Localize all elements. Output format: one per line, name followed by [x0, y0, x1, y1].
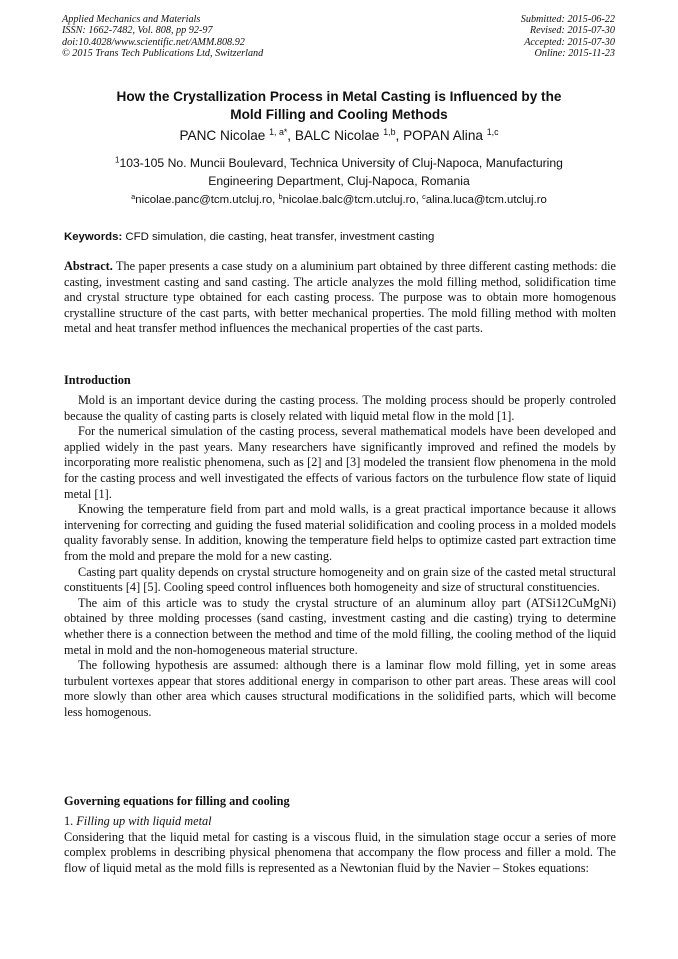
journal-name: Applied Mechanics and Materials [62, 14, 201, 25]
subsection-heading: 1. Filling up with liquid metal [64, 814, 212, 828]
abstract [64, 259, 616, 337]
email: $^a$nicolae.panc@tcm.utcluj.ro, [131, 191, 279, 206]
keywords [64, 230, 616, 244]
paragraph: Mold is an important device during the casting process. The molding process should be properly controled because the quality of casting parts is closely related with liquid metal flow in the mold [1]. [64, 393, 616, 423]
paragraph: Casting part quality depends on crystal structure homogeneity and on grain size of the casted metal structural constituents [4] [5]. Cooling speed control influences both homogeneity and size of structural constituencies. [64, 564, 616, 595]
governing-body [64, 814, 616, 876]
paragraph: Knowing the temperature field from part and mold walls, is a great practical importance because it allows intervening for correcting and guiding the fused material solidification and cooling process in a molded models quality favorably sense. In addition, knowing the temperature field helps to optimize casted part extraction time from the mold and prepare the mold for a new casting. [64, 502, 616, 563]
paragraph: The aim of this article was to study the crystal structure of an aluminum alloy part (ATSi12CuMgNi) obtained by three molding processes (sand casting, investment casting and die casting) trying to determine whether there is a connection between the method and time of the mold filling, the cooling method of the liquid metal in mold and the non-homogeneous material structure. [64, 595, 616, 657]
date-online: Online: 2015-11-23 [534, 47, 615, 59]
title-line-2: Mold Filling and Cooling Methods [230, 107, 448, 122]
date-submitted: Submitted: 2015-06-22 [520, 14, 615, 25]
introduction-body [64, 393, 616, 720]
journal-issn: ISSN: 1662-7482, Vol. 808, pp 92-97 [62, 25, 213, 37]
paragraph: For the numerical simulation of the casting process, several mathematical models have been developed and applied widely in the past years. Many researchers have significantly improved and refined the models by incorporating more realistic phenomena, such as [2] and [3] modeled the transient flow phenomena in the mold for the casting process and well investigated the effects of various factors on the turbulence flow state of liquid metal [1]. [64, 424, 616, 501]
paragraph: The following hypothesis are assumed: although there is a laminar flow mold filling, yet in some areas turbulent vortexes appear that stores additional energy in comparison to other part areas. These areas will cool more slowly than other area which causes structural modifications in the solidified parts, which will become less homogenous. [64, 658, 616, 719]
section-heading-introduction: Introduction [64, 373, 131, 387]
author-emails [40, 193, 638, 207]
affiliation [40, 154, 638, 190]
publication-dates [521, 14, 615, 59]
paragraph: Considering that the liquid metal for casting is a viscous fluid, in the simulation stage occur a series of more complex problems in describing physical phenomena that accompany the flow process and filler a mold. The flow of liquid metal as the mold fills is represented as a Newtonian fluid by the Navier – Stokes equations: [64, 829, 616, 875]
date-revised: Revised: 2015-07-30 [529, 25, 615, 37]
paper-title [40, 88, 638, 124]
affiliation-line-2: Engineering Department, Cluj-Napoca, Romania [208, 174, 470, 188]
journal-info [62, 14, 263, 59]
author: BALC Nicolae $^{1,b}$, [294, 127, 404, 143]
author: PANC Nicolae $^{1, a*}$, [179, 127, 295, 143]
email: $^c$alina.luca@tcm.utcluj.ro [422, 191, 547, 206]
author-list [40, 127, 638, 145]
journal-doi: doi:10.4028/www.scientific.net/AMM.808.92 [62, 36, 245, 48]
abstract-text: The paper presents a case study on a aluminium part obtained by three different casting methods: die casting, investment casting and sand casting. The article analyzes the mold filling method, solidification time and crystal structure type obtained for each casting process. The purpose was to obtain more homogenous crystalline structure of the cast parts, with better mechanical properties. The mold filling method with molten metal and heat transfer method influences the mechanical properties of the cast parts. [64, 259, 616, 336]
date-accepted: Accepted: 2015-07-30 [524, 36, 615, 48]
section-heading-governing-equations: Governing equations for filling and cooling [64, 794, 290, 808]
affiliation-line-1: $^1$103-105 No. Muncii Boulevard, Technica University of Cluj-Napoca, Manufacturing [115, 155, 563, 170]
journal-copyright: © 2015 Trans Tech Publications Ltd, Switzerland [62, 47, 264, 59]
title-line-1: How the Crystallization Process in Metal Casting is Influenced by the [116, 89, 562, 104]
author: POPAN Alina $^{1,c}$ [403, 127, 499, 143]
keywords-label: Keywords: [64, 231, 123, 243]
keywords-text: CFD simulation, die casting, heat transfer, investment casting [122, 231, 435, 243]
abstract-label: Abstract. [64, 259, 113, 273]
email: $^b$nicolae.balc@tcm.utcluj.ro, [278, 191, 423, 206]
